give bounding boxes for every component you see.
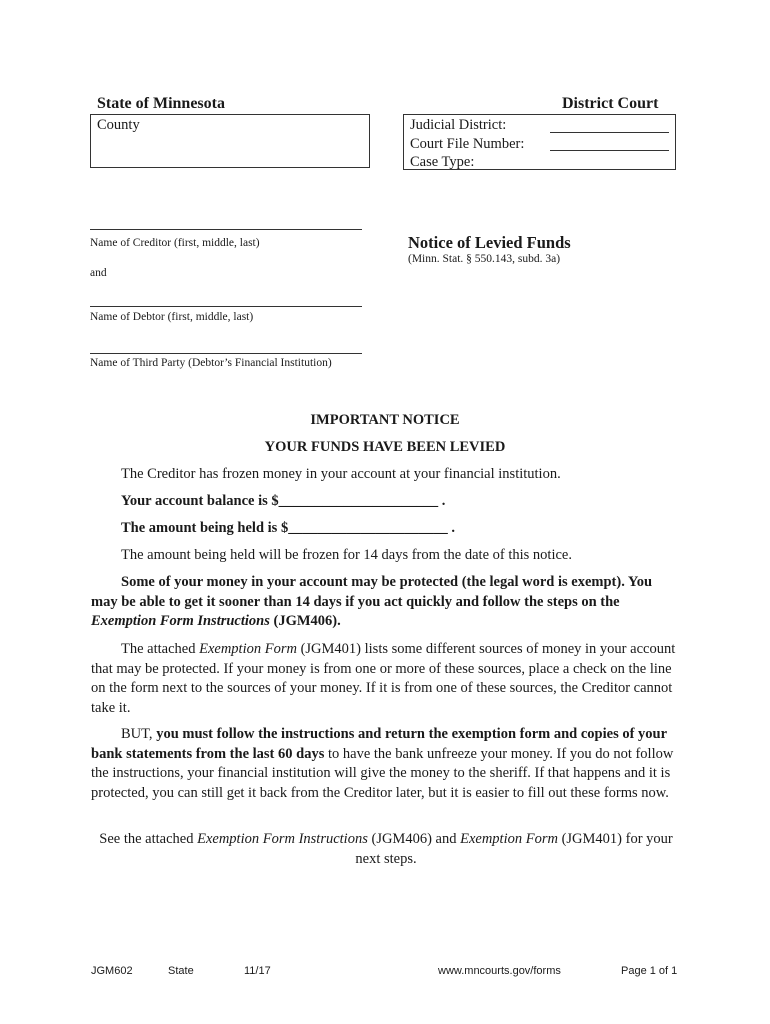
exemption-form-paragraph: [91, 640, 681, 718]
case-type-label: Case Type:: [410, 154, 475, 170]
footer-jurisdiction: State: [168, 965, 194, 977]
amount-held-line: The amount being held is $______________________ .: [121, 520, 455, 536]
creditor-label: Name of Creditor (first, middle, last): [90, 237, 260, 249]
footer-form-code: JGM602: [91, 965, 133, 977]
frozen-duration-paragraph: The amount being held will be frozen for 14 days from the date of this notice.: [121, 547, 572, 563]
creditor-name-line: [90, 229, 362, 230]
judicial-district-row: [410, 116, 669, 135]
case-type-row: [410, 153, 669, 172]
but-rest: to have the bank unfreeze your money. If you do not follow the instructions, your financial institution will give the money to the sheriff. If that happens and it is protected, you can still get it back from the Creditor later, but it is easier to fill out these forms now.: [91, 745, 674, 801]
protected-money-paragraph: [91, 573, 681, 632]
exemption-form-rest: (JGM401) lists some different sources of money in your account that may be protected. If your money is from one or more of these sources, place a check on the line on the form next to the sources of your money. If it is from one of these sources, the Creditor cannot take it.: [91, 641, 676, 716]
county-box: [90, 114, 370, 168]
judicial-district-label: Judicial District:: [410, 117, 507, 133]
and-text: and: [90, 267, 107, 279]
court-file-number-row: [410, 135, 669, 154]
court-file-number-line: [550, 150, 669, 151]
debtor-label: Name of Debtor (first, middle, last): [90, 311, 254, 323]
protected-money-end: (JGM406).: [269, 613, 341, 629]
but-bold: you must follow the instructions and return the exemption form and copies of your bank statements from the last 60 days: [91, 726, 667, 762]
footer-revision: 11/17: [244, 965, 271, 977]
notice-citation: (Minn. Stat. § 550.143, subd. 3a): [408, 253, 561, 265]
court-title: District Court: [562, 95, 659, 112]
frozen-money-paragraph: The Creditor has frozen money in your account at your financial institution.: [121, 466, 561, 482]
debtor-name-line: [90, 306, 362, 307]
exemption-form-ref: Exemption Form: [199, 641, 297, 657]
next-steps-end: (JGM401) for your next steps.: [355, 831, 673, 867]
district-info-box: [403, 114, 676, 170]
exemption-form-start: The attached: [121, 641, 200, 657]
funds-levied-heading: YOUR FUNDS HAVE BEEN LEVIED: [264, 439, 506, 455]
account-balance-line: Your account balance is $______________________ .: [121, 493, 446, 509]
but-start: BUT,: [121, 726, 157, 742]
but-paragraph: [91, 725, 681, 803]
county-label: County: [97, 117, 140, 133]
footer-website[interactable]: www.mncourts.gov/forms: [438, 965, 561, 977]
exemption-instructions-ref: Exemption Form Instructions: [91, 613, 270, 629]
held-line-wrap: [91, 519, 681, 539]
next-steps-start: See the attached: [99, 831, 198, 847]
next-steps-mid: (JGM406) and: [367, 831, 461, 847]
balance-line-wrap: [91, 492, 681, 512]
third-party-name-line: [90, 353, 362, 354]
state-title: State of Minnesota: [97, 95, 225, 112]
footer-page-number: Page 1 of 1: [621, 965, 678, 977]
important-notice-heading: IMPORTANT NOTICE: [310, 412, 460, 428]
judicial-district-line: [550, 132, 669, 133]
next-steps-form-ref: Exemption Form: [460, 831, 558, 847]
third-party-label: Name of Third Party (Debtor’s Financial Institution): [90, 357, 332, 369]
protected-money-bold: Some of your money in your account may be protected (the legal word is exempt). You may be able to get it sooner than 14 days if you act quickly and follow the steps on the: [91, 574, 653, 610]
next-steps-instructions-ref: Exemption Form Instructions: [197, 831, 368, 847]
court-file-number-label: Court File Number:: [410, 135, 525, 152]
notice-title: Notice of Levied Funds: [408, 233, 571, 252]
next-steps-paragraph: [91, 830, 681, 869]
